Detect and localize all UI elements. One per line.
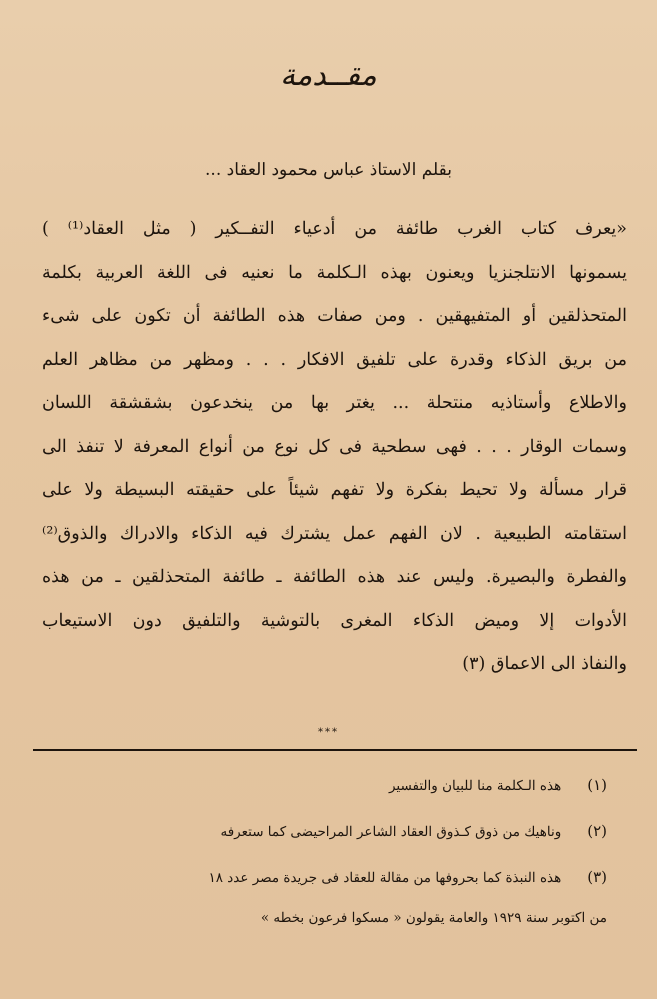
paragraph-line: والاطلاع وأستاذيه منتحلة ... يغتر بها من ينخدعون بشقشقة اللسان [42, 393, 627, 413]
page-title: مقــدمة [280, 58, 377, 93]
footnote-number: (٣) [587, 868, 607, 886]
footnote [220, 822, 607, 840]
paragraph-line: والنفاذ الى الاعماق (٣) [462, 654, 627, 674]
paragraph-line: يسمونها الانتلجنزيا ويعنون بهذه الـكلمة ما نعنيه فى اللغة العربية بكلمة [42, 262, 627, 283]
footnote-continuation: من اكتوبر سنة ١٩٢٩ والعامة يقولون « مسكوا فرعون بخطه » [260, 910, 607, 926]
paragraph-line: استقامته الطبيعية . لان الفهم عمل يشترك فيه الذكاء والادراك والذوق⁽²⁾ [42, 523, 627, 544]
footnote-text: هذه النبذة كما بحروفها من مقالة للعقاد فى جريدة مصر عدد ١٨ [208, 870, 562, 886]
author-byline: بقلم الاستاذ عباس محمود العقاد ... [205, 160, 452, 180]
paragraph-line: وسمات الوقار . . . فهى سطحية فى كل نوع من أنواع المعرفة لا تنفذ الى [42, 436, 627, 457]
paragraph-line: والفطرة والبصيرة. وليس عند هذه الطائفة ـ طائفة المتحذلقين ـ من هذه [42, 567, 627, 587]
footnote [389, 776, 607, 794]
footnote [208, 868, 607, 886]
paragraph-line: من بريق الذكاء وقدرة على تلفيق الافكار . . . ومظهر من مظاهر العلم [42, 349, 627, 370]
paragraph-line: المتحذلقين أو المتفيهقين . ومن صفات هذه الطائفة أن تكون على شىء [42, 306, 627, 326]
paragraph-line: الأدوات إلا وميض الذكاء المغرى بالتوشية والتلفيق دون الاستيعاب [42, 610, 627, 631]
section-separator: *** [318, 727, 339, 738]
paragraph-line: «يعرف كتاب الغرب طائفة من أدعياء التفــكير ( مثل العقاد⁽¹⁾ ) [42, 219, 627, 239]
footnote-text: وناهيك من ذوق كـذوق العقاد الشاعر المراحيضى كما ستعرفه [220, 824, 562, 840]
footnote-number: (٢) [587, 822, 607, 840]
paragraph-line: قرار مسألة ولا تحيط بفكرة ولا تفهم شيئاً على حقيقته البسيطة ولا على [42, 480, 627, 500]
footnote-text: هذه الـكلمة منا للبيان والتفسير [388, 778, 562, 794]
footnote-divider [33, 749, 637, 751]
introduction-paragraph [42, 208, 627, 687]
footnote-number: (١) [587, 776, 607, 794]
